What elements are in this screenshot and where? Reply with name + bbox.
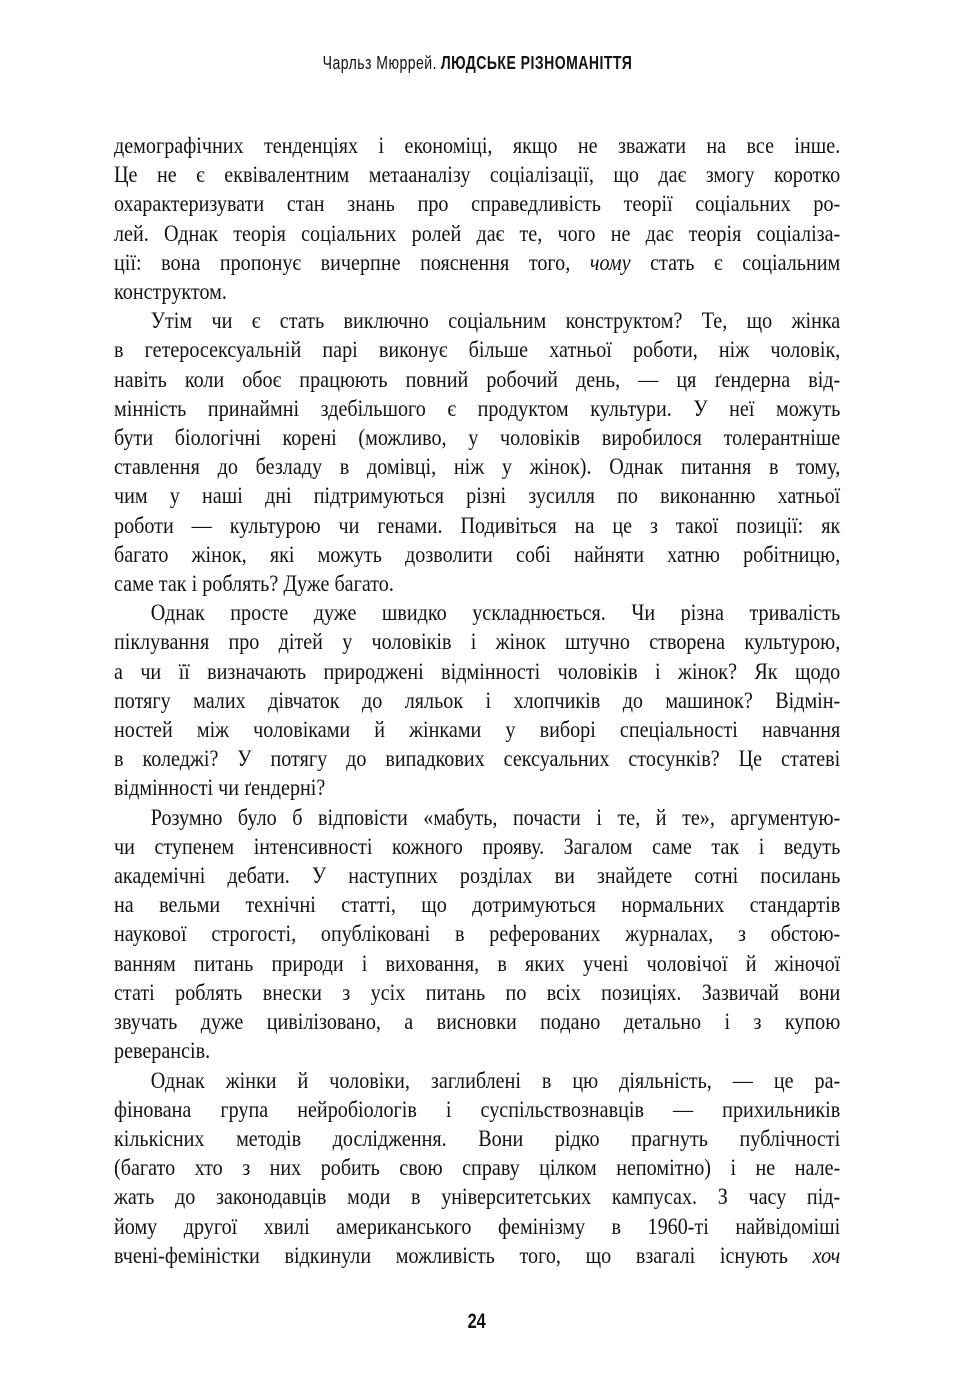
text-line bbox=[114, 277, 840, 306]
text-line bbox=[114, 481, 840, 510]
text-line bbox=[114, 1036, 840, 1065]
text-line bbox=[114, 335, 840, 364]
text-run: жать до законодавців моди в університетських кампусах. З часу під- bbox=[114, 1184, 841, 1210]
text-run: Однак просте дуже швидко ускладнюється. Чи різна тривалість bbox=[150, 600, 841, 626]
text-run: ції: вона пропонує вичерпне пояснення того, bbox=[114, 249, 590, 275]
text-run: саме так і роблять? Дуже багато. bbox=[114, 571, 394, 597]
text-line bbox=[114, 365, 840, 394]
text-line bbox=[114, 1182, 840, 1211]
text-run: конструктом. bbox=[114, 279, 227, 305]
running-header-text bbox=[322, 51, 632, 75]
page-number: 24 bbox=[467, 1310, 487, 1333]
text-line bbox=[114, 890, 840, 919]
text-run: Однак жінки й чоловіки, заглиблені в цю діяльність, — це ра- bbox=[150, 1067, 841, 1093]
text-run: мінність принаймні здебільшого є продуктом культури. У неї можуть bbox=[114, 395, 841, 421]
text-line bbox=[114, 978, 840, 1007]
text-run: піклування про дітей у чоловіків і жінок штучно створена культурою, bbox=[114, 629, 841, 655]
text-line bbox=[114, 394, 840, 423]
text-block bbox=[114, 131, 840, 1270]
text-run: охарактеризувати стан знань про справедливість теорії соціальних ро- bbox=[114, 191, 841, 217]
text-line bbox=[114, 861, 840, 890]
text-line bbox=[114, 1066, 840, 1095]
text-run: Це не є еквівалентним метааналізу соціалізації, що дає змогу коротко bbox=[114, 162, 841, 188]
italic-text-run: хоч bbox=[812, 1242, 841, 1268]
text-line bbox=[114, 715, 840, 744]
text-line bbox=[114, 1095, 840, 1124]
running-header bbox=[114, 51, 840, 75]
text-run: потягу малих дівчаток до ляльок і хлопчиків до машинок? Відмін- bbox=[114, 687, 841, 713]
text-line bbox=[114, 657, 840, 686]
text-run: (багато хто з них робить свою справу цілком непомітно) і не нале- bbox=[114, 1155, 841, 1181]
text-line bbox=[114, 919, 840, 948]
text-run: Утім чи є стать виключно соціальним конструктом? Те, що жінка bbox=[150, 308, 841, 334]
author-name: Чарльз Мюррей. bbox=[322, 53, 437, 73]
text-run: статі роблять внески з усіх питань по всіх позиціях. Зазвичай вони bbox=[114, 979, 841, 1005]
text-line bbox=[114, 160, 840, 189]
text-line bbox=[114, 1124, 840, 1153]
page-footer bbox=[114, 1310, 840, 1334]
text-line bbox=[114, 1153, 840, 1182]
text-run: фінована група нейробіологів і суспільствознавців — прихильників bbox=[114, 1096, 841, 1122]
text-line bbox=[114, 569, 840, 598]
text-line bbox=[114, 949, 840, 978]
text-run: роботи — культурою чи генами. Подивіться на це з такої позиції: як bbox=[114, 512, 841, 538]
italic-text-run: чому bbox=[589, 249, 631, 275]
text-line bbox=[114, 306, 840, 335]
text-run: Розумно було б відповісти «мабуть, почасти і те, й те», аргументую- bbox=[150, 804, 841, 830]
paragraph bbox=[114, 131, 840, 306]
text-line bbox=[114, 511, 840, 540]
text-line bbox=[114, 219, 840, 248]
text-run: демографічних тенденціях і економіці, якщо не зважати на все інше. bbox=[114, 133, 841, 158]
text-run: в коледжі? У потягу до випадкових сексуальних стосунків? Це статеві bbox=[114, 746, 841, 772]
text-line bbox=[114, 540, 840, 569]
text-run: ставлення до безладу в домівці, ніж у жінок). Однак питання в тому, bbox=[114, 454, 841, 480]
text-line bbox=[114, 598, 840, 627]
text-run: відмінності чи ґендерні? bbox=[114, 775, 326, 801]
text-line bbox=[114, 1241, 840, 1270]
text-run: ностей між чоловіками й жінками у виборі спеціальності навчання bbox=[114, 717, 841, 743]
text-line bbox=[114, 773, 840, 802]
text-run: в гетеросексуальній парі виконує більше хатньої роботи, ніж чоловік, bbox=[114, 337, 841, 363]
text-run: чим у наші дні підтримуються різні зусилля по виконанню хатньої bbox=[114, 483, 841, 509]
text-line bbox=[114, 452, 840, 481]
text-run: бути біологічні корені (можливо, у чоловіків виробилося толерантніше bbox=[114, 425, 841, 451]
text-run: звучать дуже цивілізовано, а висновки подано детально і з купою bbox=[114, 1009, 841, 1035]
text-run: багато жінок, які можуть дозволити собі найняти хатню робітницю, bbox=[114, 541, 841, 567]
text-line bbox=[114, 803, 840, 832]
text-line bbox=[114, 686, 840, 715]
text-run: а чи її визначають природжені відмінності чоловіків і жінок? Як щодо bbox=[114, 658, 841, 684]
text-line bbox=[114, 832, 840, 861]
paragraph bbox=[114, 306, 840, 598]
text-run: на вельми технічні статті, що дотримуються нормальних стандартів bbox=[114, 892, 841, 918]
text-line bbox=[114, 131, 840, 160]
text-line bbox=[114, 189, 840, 218]
text-run: лей. Однак теорія соціальних ролей дає те, чого не дає теорія соціаліза- bbox=[114, 220, 841, 246]
text-run: йому другої хвилі американського фемінізму в 1960-ті найвідоміші bbox=[114, 1213, 841, 1239]
text-run: наукової строгості, опубліковані в реферованих журналах, з обстою- bbox=[114, 921, 841, 947]
text-line bbox=[114, 423, 840, 452]
paragraph bbox=[114, 803, 840, 1066]
paragraph bbox=[114, 1066, 840, 1270]
text-line bbox=[114, 744, 840, 773]
book-title: ЛЮДСЬКЕ РІЗНОМАНІТТЯ bbox=[440, 53, 632, 73]
text-run: навіть коли обоє працюють повний робочий день, — ця ґендерна від- bbox=[114, 366, 841, 392]
text-run: вчені-феміністки відкинули можливість того, що взагалі існують bbox=[114, 1242, 813, 1268]
text-line bbox=[114, 1212, 840, 1241]
text-run: академічні дебати. У наступних розділах ви знайдете сотні посилань bbox=[114, 863, 841, 889]
text-line bbox=[114, 248, 840, 277]
text-run: ванням питань природи і виховання, в яких учені чоловічої й жіночої bbox=[114, 950, 841, 976]
text-line bbox=[114, 627, 840, 656]
paragraph bbox=[114, 598, 840, 802]
text-run: стать є соціальним bbox=[630, 249, 841, 275]
text-line bbox=[114, 1007, 840, 1036]
text-run: чи ступенем інтенсивності кожного прояву. Загалом саме так і ведуть bbox=[114, 833, 841, 859]
text-run: кількісних методів дослідження. Вони рідко прагнуть публічності bbox=[114, 1125, 841, 1151]
text-run: реверансів. bbox=[114, 1038, 211, 1064]
